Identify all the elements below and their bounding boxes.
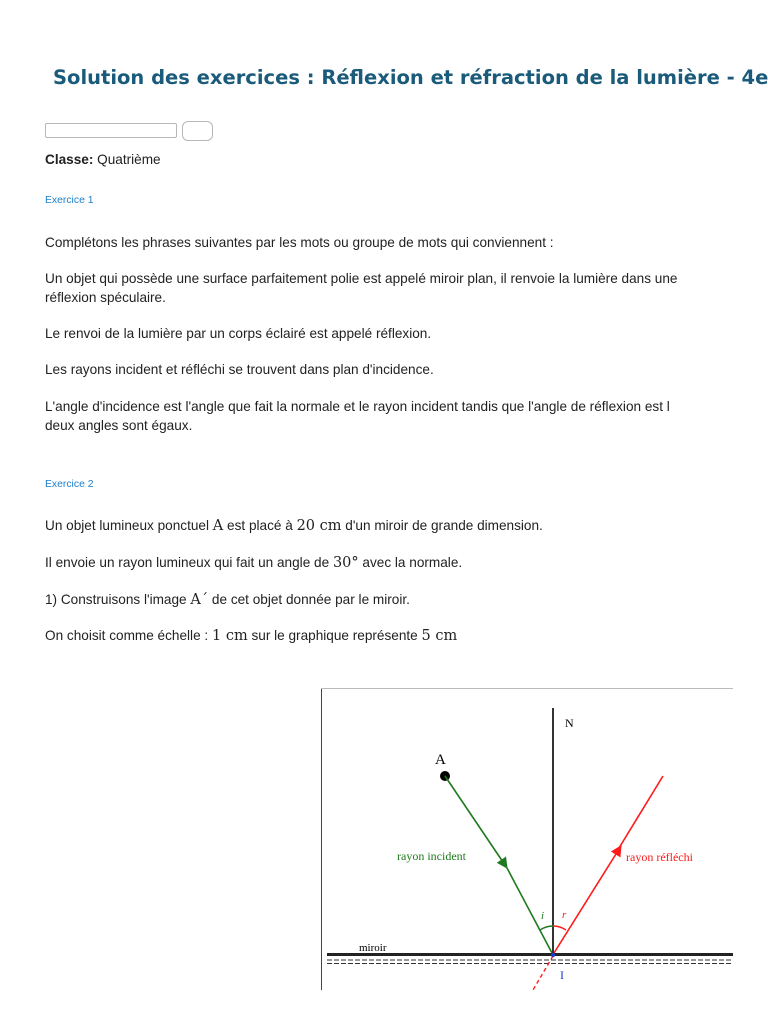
- virtual-ray-extension: [533, 956, 553, 990]
- point-i: [551, 953, 555, 957]
- exercise-1-paragraph-2: Le renvoi de la lumière par un corps éclairé est appelé réflexion.: [45, 326, 432, 341]
- paragraph-line: réflexion spéculaire.: [45, 290, 166, 305]
- math-variable-a-prime: A´: [190, 592, 209, 608]
- text-run: Il envoie un rayon lumineux qui fait un angle de: [45, 555, 330, 570]
- search-button[interactable]: [182, 121, 213, 141]
- reflection-angle-arc: [553, 926, 566, 930]
- exercise-1-intro: Complétons les phrases suivantes par les mots ou groupe de mots qui conviennent :: [45, 235, 554, 250]
- text-run: Un objet lumineux ponctuel: [45, 518, 209, 533]
- incident-ray-label: rayon incident: [397, 849, 466, 863]
- math-distance: 20 cm: [296, 518, 342, 534]
- text-run: de cet objet donnée par le miroir.: [211, 592, 410, 607]
- exercise-1-heading: Exercice 1: [45, 195, 94, 206]
- class-label: Classe:: [45, 152, 94, 167]
- text-run: On choisit comme échelle :: [45, 628, 209, 643]
- class-line: [45, 150, 161, 169]
- class-value: Quatrième: [97, 152, 161, 167]
- mirror-label: miroir: [359, 942, 387, 954]
- math-scale-graph: 1 cm: [211, 628, 248, 644]
- paragraph-line: Un objet qui possède une surface parfaitement polie est appelé miroir plan, il renvoie la lumière dans une: [45, 271, 678, 286]
- incident-ray: [507, 868, 552, 953]
- text-run: d'un miroir de grande dimension.: [345, 518, 543, 533]
- search-input[interactable]: [45, 123, 177, 138]
- paragraph-line: L'angle d'incidence est l'angle que fait la normale et le rayon incident tandis que l'angle de réflexion est l: [45, 399, 670, 414]
- text-run: est placé à: [227, 518, 293, 533]
- point-a-label: A: [435, 752, 446, 768]
- reflection-angle-label: r: [562, 909, 567, 921]
- reflected-ray-label: rayon réfléchi: [626, 850, 693, 864]
- page-title: Solution des exercices : Réflexion et réfraction de la lumière - 4e: [53, 66, 768, 89]
- reflection-diagram: [321, 688, 733, 990]
- text-run: 1) Construisons l'image: [45, 592, 187, 607]
- incidence-angle-label: i: [541, 910, 545, 922]
- exercise-1-paragraph-3: Les rayons incident et réfléchi se trouvent dans plan d'incidence.: [45, 362, 434, 377]
- normal-label: N: [565, 716, 574, 730]
- exercise-2-sentence-1: [45, 516, 543, 536]
- reflected-ray: [619, 776, 663, 848]
- reflection-diagram-svg: [321, 688, 733, 990]
- math-angle: 30°: [332, 555, 359, 571]
- exercise-2-scale: [45, 626, 457, 646]
- exercise-2-heading: Exercice 2: [45, 479, 94, 490]
- paragraph-line: deux angles sont égaux.: [45, 418, 193, 433]
- math-variable-a: A: [212, 518, 224, 534]
- text-run: sur le graphique représente: [251, 628, 418, 643]
- exercise-2-sentence-2: [45, 553, 462, 573]
- math-scale-real: 5 cm: [421, 628, 458, 644]
- incidence-angle-arc: [540, 926, 553, 930]
- point-i-label: I: [560, 968, 564, 982]
- exercise-1-paragraph-4: [45, 397, 733, 435]
- exercise-1-paragraph-1: [45, 269, 733, 307]
- reflected-ray-arrow: [554, 846, 621, 953]
- text-run: avec la normale.: [362, 555, 463, 570]
- exercise-2-question-1: [45, 590, 410, 610]
